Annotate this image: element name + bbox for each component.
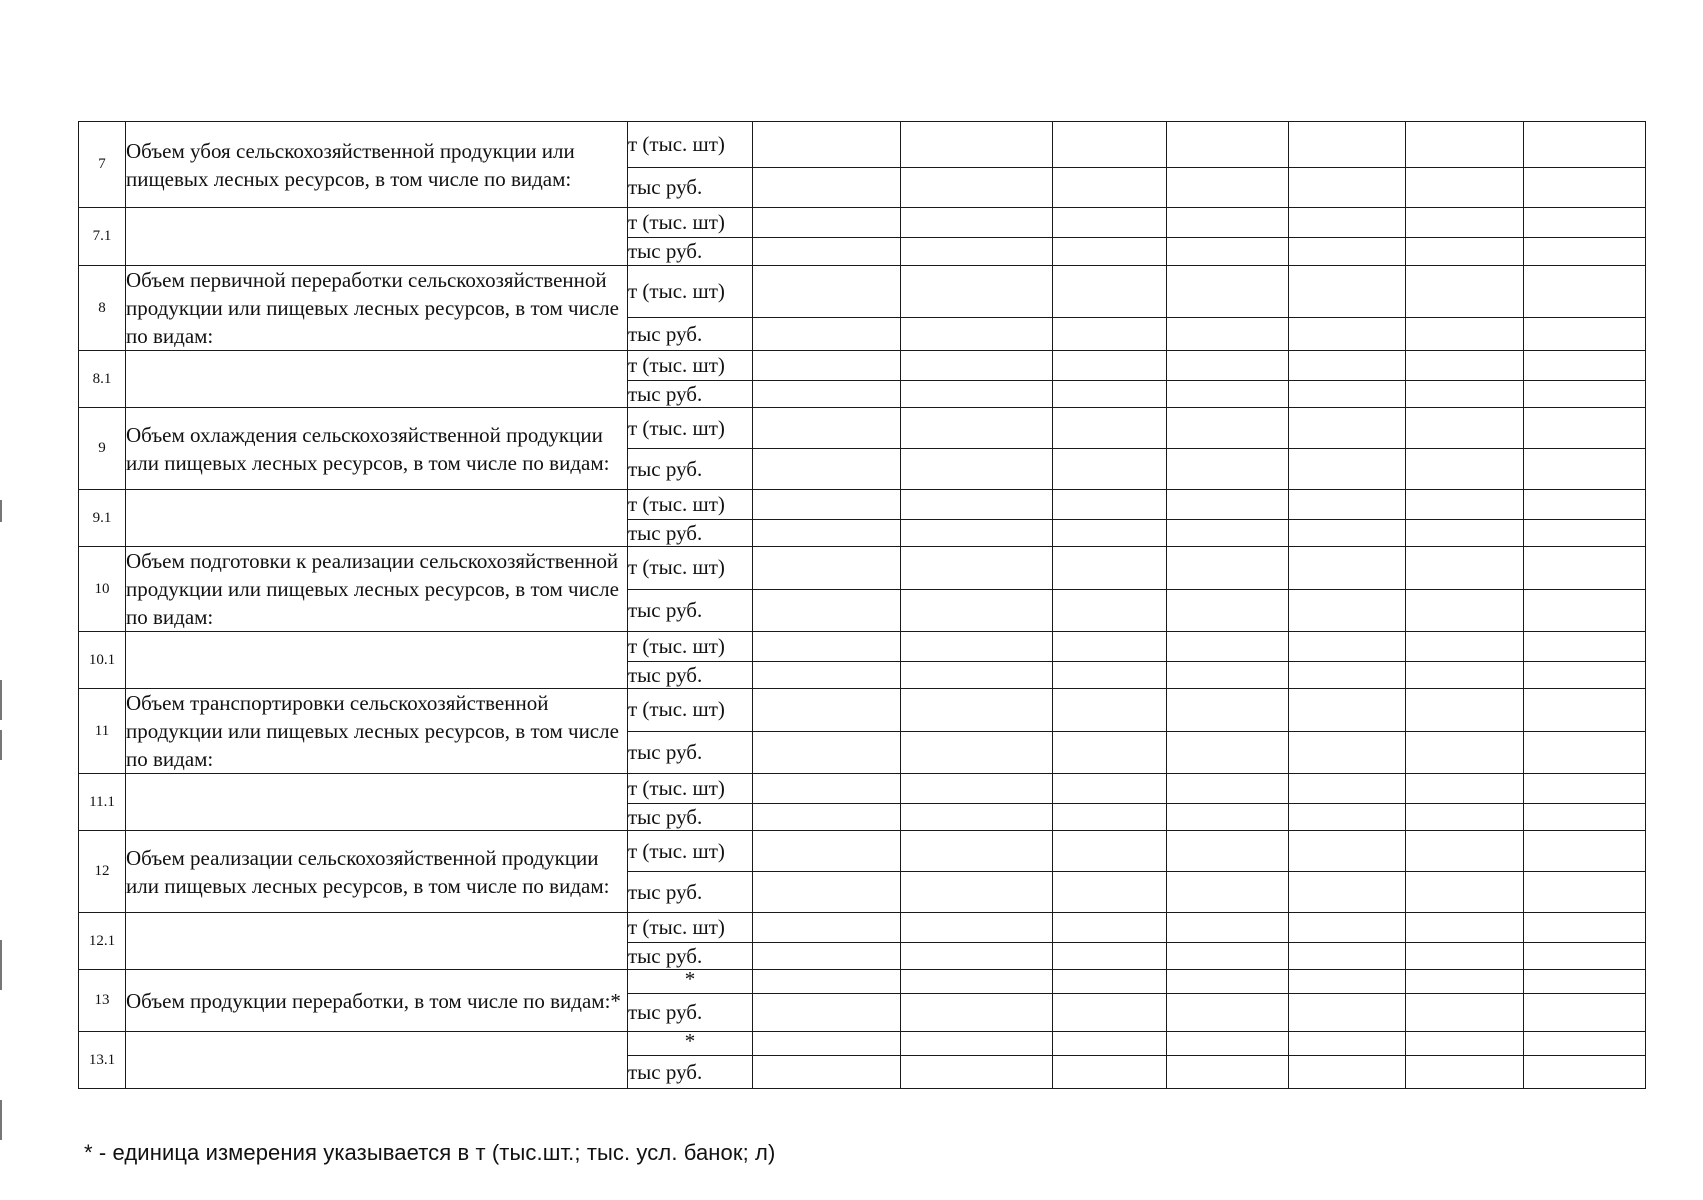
data-cell[interactable] (753, 913, 901, 943)
data-cell[interactable] (1167, 520, 1289, 547)
data-cell[interactable] (1167, 318, 1289, 351)
unit-value: тыс руб. (628, 804, 753, 831)
data-cell[interactable] (753, 970, 901, 994)
data-cell[interactable] (1167, 122, 1289, 168)
data-cell[interactable] (1406, 408, 1524, 449)
data-cell[interactable] (1289, 872, 1406, 913)
data-cell[interactable] (1524, 913, 1646, 943)
data-cell[interactable] (1524, 208, 1646, 238)
data-cell[interactable] (1524, 872, 1646, 913)
row-number: 9 (79, 408, 126, 490)
indicator-name (126, 632, 628, 689)
data-cell[interactable] (1167, 208, 1289, 238)
data-cell[interactable] (1167, 589, 1289, 632)
data-cell[interactable] (1167, 449, 1289, 490)
unit-quantity: т (тыс. шт) (628, 689, 753, 732)
data-cell[interactable] (901, 381, 1053, 408)
data-cell[interactable] (753, 731, 901, 774)
data-cell[interactable] (1167, 994, 1289, 1032)
data-cell[interactable] (1289, 731, 1406, 774)
data-cell[interactable] (1406, 449, 1524, 490)
data-cell[interactable] (1524, 1056, 1646, 1089)
indicator-name: Объем транспортировки сельскохозяйственной продукции или пищевых лесных ресурсов, в том числе по видам: (126, 689, 628, 774)
data-cell[interactable] (1289, 122, 1406, 168)
data-cell[interactable] (1289, 408, 1406, 449)
data-cell[interactable] (1289, 689, 1406, 732)
data-cell[interactable] (1406, 589, 1524, 632)
unit-value: тыс руб. (628, 449, 753, 490)
data-cell[interactable] (1406, 318, 1524, 351)
data-cell[interactable] (901, 208, 1053, 238)
data-cell[interactable] (1406, 351, 1524, 381)
data-cell[interactable] (1289, 1032, 1406, 1056)
data-cell[interactable] (901, 994, 1053, 1032)
data-cell[interactable] (1406, 943, 1524, 970)
row-number: 13 (79, 970, 126, 1032)
data-cell[interactable] (1406, 122, 1524, 168)
unit-quantity: т (тыс. шт) (628, 490, 753, 520)
data-cell[interactable] (1167, 943, 1289, 970)
data-cell[interactable] (1406, 970, 1524, 994)
data-cell[interactable] (753, 408, 901, 449)
indicator-name: Объем подготовки к реализации сельскохозяйственной продукции или пищевых лесных ресурсов, в том числе по видам: (126, 547, 628, 632)
table-body (79, 122, 1646, 1089)
data-cell[interactable] (1289, 238, 1406, 266)
data-cell[interactable] (1053, 238, 1167, 266)
data-cell[interactable] (1167, 238, 1289, 266)
data-cell[interactable] (1167, 490, 1289, 520)
data-cell[interactable] (753, 381, 901, 408)
data-cell[interactable] (1289, 318, 1406, 351)
data-cell[interactable] (1053, 689, 1167, 732)
data-cell[interactable] (753, 831, 901, 872)
data-cell[interactable] (1167, 831, 1289, 872)
row-number: 12 (79, 831, 126, 913)
data-cell[interactable] (901, 520, 1053, 547)
data-cell[interactable] (1524, 662, 1646, 689)
data-cell[interactable] (753, 520, 901, 547)
data-cell[interactable] (753, 449, 901, 490)
indicator-name (126, 1032, 628, 1089)
data-cell[interactable] (901, 351, 1053, 381)
data-cell[interactable] (1289, 943, 1406, 970)
data-cell[interactable] (901, 168, 1053, 208)
data-cell[interactable] (1167, 689, 1289, 732)
data-cell[interactable] (753, 1056, 901, 1089)
indicator-name (126, 490, 628, 547)
unit-quantity: т (тыс. шт) (628, 632, 753, 662)
data-cell[interactable] (1053, 351, 1167, 381)
data-cell[interactable] (1289, 774, 1406, 804)
data-cell[interactable] (1524, 731, 1646, 774)
data-cell[interactable] (1053, 547, 1167, 590)
data-cell[interactable] (1289, 381, 1406, 408)
unit-quantity: т (тыс. шт) (628, 122, 753, 168)
data-cell[interactable] (1289, 589, 1406, 632)
data-cell[interactable] (1289, 449, 1406, 490)
data-cell[interactable] (1053, 943, 1167, 970)
report-table (78, 121, 1646, 1089)
data-cell[interactable] (1289, 994, 1406, 1032)
data-cell[interactable] (1053, 1032, 1167, 1056)
data-cell[interactable] (901, 449, 1053, 490)
row-number: 10 (79, 547, 126, 632)
data-cell[interactable] (1167, 632, 1289, 662)
data-cell[interactable] (1289, 913, 1406, 943)
data-cell[interactable] (1524, 122, 1646, 168)
data-cell[interactable] (1406, 872, 1524, 913)
data-cell[interactable] (1524, 168, 1646, 208)
data-cell[interactable] (753, 168, 901, 208)
data-cell[interactable] (1406, 208, 1524, 238)
data-cell[interactable] (1053, 520, 1167, 547)
unit-value: тыс руб. (628, 318, 753, 351)
data-cell[interactable] (1406, 1056, 1524, 1089)
data-cell[interactable] (1053, 168, 1167, 208)
data-cell[interactable] (1053, 408, 1167, 449)
data-cell[interactable] (753, 994, 901, 1032)
unit-quantity: т (тыс. шт) (628, 208, 753, 238)
row-number: 10.1 (79, 632, 126, 689)
data-cell[interactable] (1167, 804, 1289, 831)
data-cell[interactable] (1524, 266, 1646, 318)
data-cell[interactable] (1053, 632, 1167, 662)
data-cell[interactable] (753, 547, 901, 590)
data-cell[interactable] (1524, 831, 1646, 872)
indicator-name: Объем продукции переработки, в том числе по видам:* (126, 970, 628, 1032)
row-number: 13.1 (79, 1032, 126, 1089)
table-row (79, 689, 1646, 732)
data-cell[interactable] (901, 238, 1053, 266)
data-cell[interactable] (1289, 804, 1406, 831)
data-cell[interactable] (1167, 381, 1289, 408)
unit-quantity: т (тыс. шт) (628, 774, 753, 804)
row-number: 9.1 (79, 490, 126, 547)
data-cell[interactable] (1167, 351, 1289, 381)
table-row (79, 547, 1646, 590)
data-cell[interactable] (901, 632, 1053, 662)
data-cell[interactable] (1524, 632, 1646, 662)
data-cell[interactable] (1406, 381, 1524, 408)
data-cell[interactable] (901, 589, 1053, 632)
data-cell[interactable] (901, 318, 1053, 351)
data-cell[interactable] (901, 408, 1053, 449)
table-row (79, 913, 1646, 943)
data-cell[interactable] (1406, 913, 1524, 943)
row-number: 11 (79, 689, 126, 774)
data-cell[interactable] (1524, 520, 1646, 547)
data-cell[interactable] (1289, 168, 1406, 208)
scan-edge-marks (0, 500, 3, 1160)
data-cell[interactable] (1053, 122, 1167, 168)
unit-quantity: * (628, 1032, 753, 1056)
data-cell[interactable] (1167, 1032, 1289, 1056)
data-cell[interactable] (1524, 589, 1646, 632)
table-row (79, 831, 1646, 872)
data-cell[interactable] (901, 731, 1053, 774)
data-cell[interactable] (901, 943, 1053, 970)
unit-quantity: т (тыс. шт) (628, 913, 753, 943)
data-cell[interactable] (1406, 994, 1524, 1032)
data-cell[interactable] (753, 662, 901, 689)
data-cell[interactable] (1406, 731, 1524, 774)
data-cell[interactable] (1289, 547, 1406, 590)
data-cell[interactable] (1289, 831, 1406, 872)
data-cell[interactable] (901, 970, 1053, 994)
data-cell[interactable] (1406, 689, 1524, 732)
indicator-name: Объем охлаждения сельскохозяйственной продукции или пищевых лесных ресурсов, в том числе по видам: (126, 408, 628, 490)
data-cell[interactable] (1167, 913, 1289, 943)
data-cell[interactable] (1406, 804, 1524, 831)
data-cell[interactable] (1524, 970, 1646, 994)
unit-quantity: * (628, 970, 753, 994)
unit-value: тыс руб. (628, 1056, 753, 1089)
data-cell[interactable] (1524, 804, 1646, 831)
data-cell[interactable] (1289, 1056, 1406, 1089)
data-cell[interactable] (753, 1032, 901, 1056)
data-cell[interactable] (1167, 872, 1289, 913)
table-row (79, 266, 1646, 318)
data-cell[interactable] (1524, 381, 1646, 408)
data-cell[interactable] (901, 804, 1053, 831)
data-cell[interactable] (1524, 994, 1646, 1032)
unit-value: тыс руб. (628, 872, 753, 913)
data-cell[interactable] (1406, 547, 1524, 590)
data-cell[interactable] (753, 318, 901, 351)
row-number: 7.1 (79, 208, 126, 266)
indicator-name (126, 774, 628, 831)
unit-value: тыс руб. (628, 731, 753, 774)
row-number: 7 (79, 122, 126, 208)
data-cell[interactable] (1053, 1056, 1167, 1089)
indicator-name (126, 208, 628, 266)
data-cell[interactable] (1167, 547, 1289, 590)
table-row (79, 408, 1646, 449)
data-cell[interactable] (753, 351, 901, 381)
data-cell[interactable] (1053, 381, 1167, 408)
data-cell[interactable] (1167, 1056, 1289, 1089)
indicator-name (126, 351, 628, 408)
data-cell[interactable] (1524, 351, 1646, 381)
data-cell[interactable] (1406, 774, 1524, 804)
table-row (79, 970, 1646, 994)
data-cell[interactable] (753, 589, 901, 632)
unit-value: тыс руб. (628, 662, 753, 689)
indicator-name: Объем реализации сельскохозяйственной продукции или пищевых лесных ресурсов, в том числе по видам: (126, 831, 628, 913)
data-cell[interactable] (1406, 632, 1524, 662)
data-cell[interactable] (1167, 662, 1289, 689)
data-cell[interactable] (1167, 408, 1289, 449)
unit-value: тыс руб. (628, 168, 753, 208)
data-cell[interactable] (1289, 266, 1406, 318)
data-cell[interactable] (1524, 238, 1646, 266)
data-cell[interactable] (1053, 589, 1167, 632)
data-cell[interactable] (1167, 168, 1289, 208)
data-cell[interactable] (1406, 490, 1524, 520)
data-cell[interactable] (753, 689, 901, 732)
data-cell[interactable] (1524, 490, 1646, 520)
unit-value: тыс руб. (628, 943, 753, 970)
data-cell[interactable] (1053, 266, 1167, 318)
data-cell[interactable] (901, 831, 1053, 872)
data-cell[interactable] (1053, 490, 1167, 520)
data-cell[interactable] (1053, 913, 1167, 943)
data-cell[interactable] (1289, 662, 1406, 689)
table-row (79, 774, 1646, 804)
data-cell[interactable] (1167, 731, 1289, 774)
data-cell[interactable] (1053, 662, 1167, 689)
data-cell[interactable] (1167, 774, 1289, 804)
unit-value: тыс руб. (628, 381, 753, 408)
data-cell[interactable] (901, 774, 1053, 804)
data-cell[interactable] (1289, 351, 1406, 381)
data-cell[interactable] (753, 208, 901, 238)
data-cell[interactable] (1406, 238, 1524, 266)
data-cell[interactable] (1053, 831, 1167, 872)
data-cell[interactable] (901, 1056, 1053, 1089)
data-cell[interactable] (1167, 970, 1289, 994)
data-cell[interactable] (1289, 208, 1406, 238)
table-row (79, 632, 1646, 662)
data-cell[interactable] (1289, 490, 1406, 520)
unit-quantity: т (тыс. шт) (628, 831, 753, 872)
data-cell[interactable] (1406, 168, 1524, 208)
indicator-name: Объем убоя сельскохозяйственной продукции или пищевых лесных ресурсов, в том числе по видам: (126, 122, 628, 208)
unit-quantity: т (тыс. шт) (628, 408, 753, 449)
data-cell[interactable] (753, 122, 901, 168)
data-cell[interactable] (901, 662, 1053, 689)
data-cell[interactable] (901, 913, 1053, 943)
data-cell[interactable] (901, 1032, 1053, 1056)
unit-quantity: т (тыс. шт) (628, 547, 753, 590)
footnote: * - единица измерения указывается в т (тыс.шт.; тыс. усл. банок; л) (84, 1140, 776, 1165)
data-cell[interactable] (901, 689, 1053, 732)
data-cell[interactable] (753, 490, 901, 520)
data-cell[interactable] (901, 490, 1053, 520)
data-cell[interactable] (1289, 520, 1406, 547)
table-row (79, 351, 1646, 381)
data-cell[interactable] (1524, 408, 1646, 449)
data-cell[interactable] (901, 122, 1053, 168)
unit-value: тыс руб. (628, 589, 753, 632)
data-cell[interactable] (1524, 318, 1646, 351)
data-cell[interactable] (753, 774, 901, 804)
data-cell[interactable] (1053, 731, 1167, 774)
table-row (79, 1032, 1646, 1056)
data-cell[interactable] (1524, 774, 1646, 804)
data-cell[interactable] (1053, 774, 1167, 804)
table-row (79, 122, 1646, 168)
data-cell[interactable] (1167, 266, 1289, 318)
data-cell[interactable] (753, 804, 901, 831)
data-cell[interactable] (1053, 872, 1167, 913)
data-cell[interactable] (1289, 970, 1406, 994)
data-cell[interactable] (1406, 266, 1524, 318)
data-cell[interactable] (1406, 520, 1524, 547)
data-cell[interactable] (901, 266, 1053, 318)
unit-quantity: т (тыс. шт) (628, 351, 753, 381)
data-cell[interactable] (901, 872, 1053, 913)
data-cell[interactable] (1524, 449, 1646, 490)
indicator-name: Объем первичной переработки сельскохозяйственной продукции или пищевых лесных ресурсов, в том числе по видам: (126, 266, 628, 351)
unit-value: тыс руб. (628, 994, 753, 1032)
data-cell[interactable] (1524, 943, 1646, 970)
data-cell[interactable] (753, 238, 901, 266)
data-cell[interactable] (901, 547, 1053, 590)
row-number: 11.1 (79, 774, 126, 831)
data-cell[interactable] (1289, 632, 1406, 662)
data-cell[interactable] (1053, 449, 1167, 490)
row-number: 8 (79, 266, 126, 351)
data-cell[interactable] (753, 872, 901, 913)
data-cell[interactable] (1053, 208, 1167, 238)
table-row (79, 208, 1646, 238)
data-cell[interactable] (1053, 970, 1167, 994)
data-cell[interactable] (1524, 689, 1646, 732)
data-cell[interactable] (1406, 1032, 1524, 1056)
data-cell[interactable] (1524, 547, 1646, 590)
data-cell[interactable] (753, 632, 901, 662)
row-number: 12.1 (79, 913, 126, 970)
data-cell[interactable] (1053, 318, 1167, 351)
table-row (79, 490, 1646, 520)
data-cell[interactable] (1524, 1032, 1646, 1056)
data-cell[interactable] (1406, 831, 1524, 872)
indicator-name (126, 913, 628, 970)
data-cell[interactable] (1406, 662, 1524, 689)
data-cell[interactable] (753, 943, 901, 970)
data-cell[interactable] (1053, 994, 1167, 1032)
unit-value: тыс руб. (628, 238, 753, 266)
data-cell[interactable] (753, 266, 901, 318)
data-cell[interactable] (1053, 804, 1167, 831)
unit-quantity: т (тыс. шт) (628, 266, 753, 318)
row-number: 8.1 (79, 351, 126, 408)
unit-value: тыс руб. (628, 520, 753, 547)
